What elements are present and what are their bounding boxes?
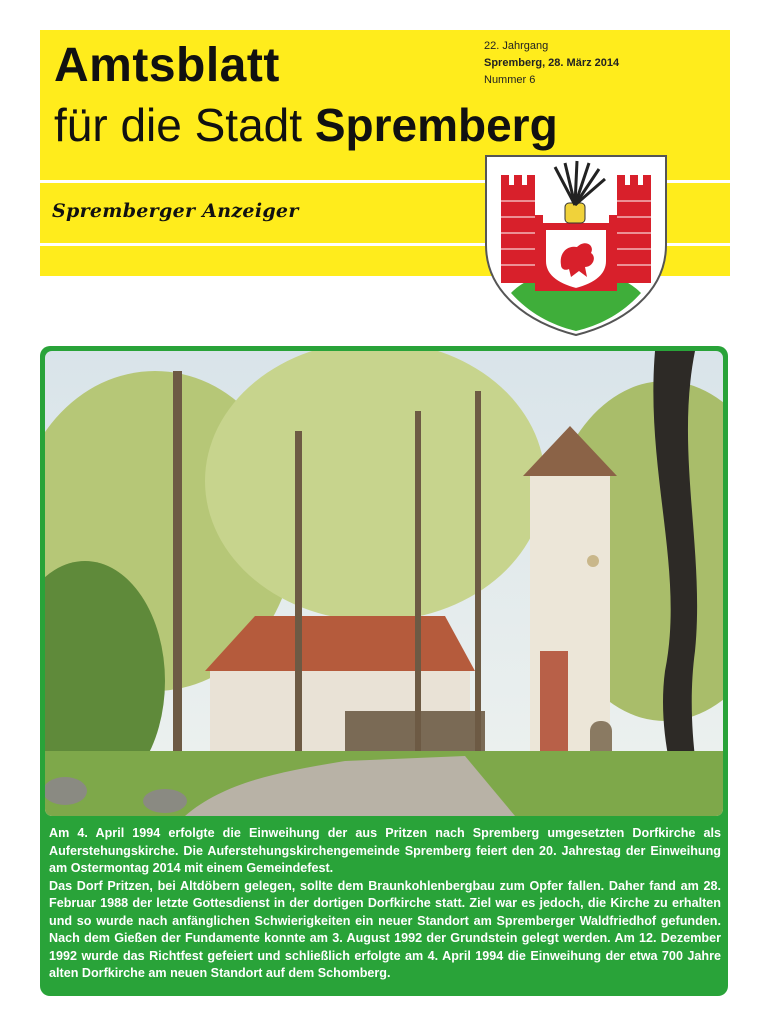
coat-of-arms-icon [483, 153, 669, 337]
caption-paragraph: Am 4. April 1994 erfolgte die Einweihung der aus Pritzen nach Spremberg umgesetzten Dorfkirche als Auferstehungskirche. Die Auferstehungskirchengemeinde Spremberg feiert den 20. Jahrestag der Einweihung am Ostermontag 2014 mit einem Gemeindefest. [49, 826, 721, 875]
issue-number: Nummer 6 [484, 74, 536, 86]
issue-date: Spremberg, 28. März 2014 [484, 57, 620, 69]
caption-paragraph: Das Dorf Pritzen, bei Altdöbern gelegen, sollte dem Braunkohlenbergbau zum Opfer fallen. Daher fand am 28. Februar 1988 der letzte Gottesdienst in der dortigen Dorfkirche statt. Ziel war es jedoch, die Kirche zu erhalten und so wurde nach anfänglichen Schwierigkeiten ein neuer Standort am Spremberger Waldfriedhof gefunden. Nach dem Gießen der Fundamente konnte am 3. August 1992 der Grundstein gelegt werden. Am 12. Dezember 1992 wurde das Richtfest gefeiert und schließlich erfolgte am 4. April 1994 die Einweihung der etwa 700 Jahre alten Dorfkirche am neuen Standort auf dem Schomberg. [49, 878, 721, 980]
title-amtsblatt: Amtsblatt [54, 39, 280, 92]
subtitle-anzeiger: Spremberger Anzeiger [52, 200, 299, 222]
photo-caption [49, 825, 721, 983]
jahrgang: 22. Jahrgang [484, 40, 549, 52]
title-stadt-spremberg [54, 98, 558, 152]
title-prefix: für die Stadt [54, 99, 303, 151]
church-photo [45, 351, 723, 816]
issue-meta [484, 38, 619, 89]
cover-photo-panel [40, 346, 728, 996]
title-city: Spremberg [314, 99, 558, 151]
